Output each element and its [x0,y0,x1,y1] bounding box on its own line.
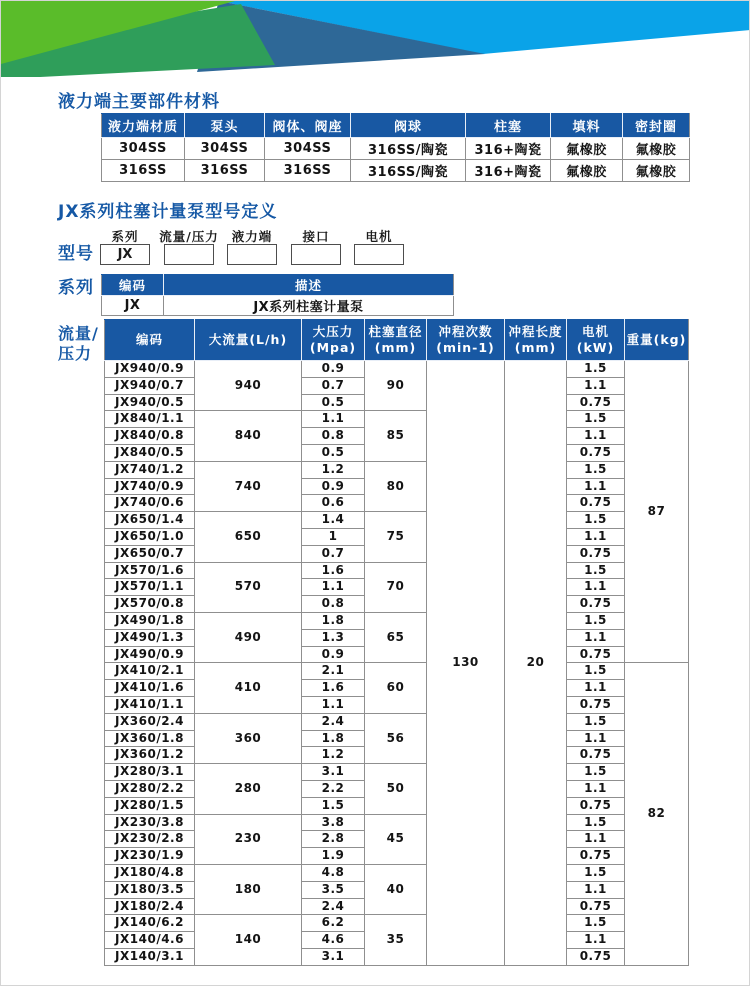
model-field-box [291,244,341,265]
pump-flow-cell: 410 [195,663,302,713]
pump-table-row [105,764,689,781]
pump-code-cell: JX840/1.1 [105,411,195,428]
pump-code-cell: JX490/0.9 [105,646,195,663]
materials-cell: 316SS [265,160,351,182]
pump-motor-cell: 0.75 [567,394,625,411]
pump-pressure-cell: 0.8 [302,428,365,445]
pump-code-cell: JX840/0.8 [105,428,195,445]
pump-header-stroke-length: 冲程长度 (mm) [505,320,567,361]
pump-stroke-rate-cell: 130 [427,361,505,966]
pump-motor-cell: 1.5 [567,814,625,831]
pump-plunger-cell: 40 [365,864,427,914]
pump-code-cell: JX410/2.1 [105,663,195,680]
pump-motor-cell: 1.5 [567,663,625,680]
pump-flow-cell: 230 [195,814,302,864]
materials-cell: 316SS [102,160,185,182]
series-header-cell: 描述 [164,275,454,296]
pump-pressure-cell: 1.1 [302,411,365,428]
pump-motor-cell: 0.75 [567,898,625,915]
series-row [102,296,454,316]
pump-pressure-cell: 0.7 [302,545,365,562]
pump-pressure-cell: 1.5 [302,797,365,814]
pump-pressure-cell: 1.1 [302,579,365,596]
pump-stroke-length-cell: 20 [505,361,567,966]
series-cell: JX系列柱塞计量泵 [164,296,454,316]
pump-table [104,319,689,966]
pump-flow-cell: 360 [195,713,302,763]
pump-pressure-cell: 2.4 [302,898,365,915]
pump-pressure-cell: 0.9 [302,646,365,663]
model-field-label: 电机 [365,229,393,244]
pump-code-cell: JX280/1.5 [105,797,195,814]
flow-pressure-label [58,324,99,364]
materials-header-row [102,114,690,138]
pump-pressure-cell: 1.1 [302,696,365,713]
pump-plunger-cell: 85 [365,411,427,461]
pump-motor-cell: 1.1 [567,881,625,898]
pump-code-cell: JX360/2.4 [105,713,195,730]
pump-flow-cell: 650 [195,512,302,562]
pump-code-cell: JX740/0.6 [105,495,195,512]
pump-motor-cell: 1.5 [567,461,625,478]
pump-table-row [105,814,689,831]
pump-code-cell: JX840/0.5 [105,444,195,461]
pump-pressure-cell: 3.8 [302,814,365,831]
materials-cell: 氟橡胶 [551,138,623,160]
series-row-label: 系列 [58,278,94,298]
pump-pressure-cell: 1.9 [302,848,365,865]
pump-header-max-flow: 大流量(L/h) [195,320,302,361]
materials-table [101,113,690,182]
pump-code-cell: JX280/3.1 [105,764,195,781]
pump-motor-cell: 0.75 [567,646,625,663]
pump-table-row [105,461,689,478]
pump-flow-cell: 940 [195,361,302,411]
pump-flow-cell: 740 [195,461,302,511]
pump-pressure-cell: 4.6 [302,932,365,949]
pump-plunger-cell: 56 [365,713,427,763]
pump-motor-cell: 0.75 [567,444,625,461]
pump-header-stroke-rate: 冲程次数 (min-1) [427,320,505,361]
materials-cell: 氟橡胶 [623,160,690,182]
pump-plunger-cell: 50 [365,764,427,814]
pump-code-cell: JX180/4.8 [105,864,195,881]
materials-header-cell: 阀球 [351,114,466,138]
pump-code-cell: JX230/1.9 [105,848,195,865]
pump-motor-cell: 0.75 [567,596,625,613]
pump-motor-cell: 0.75 [567,797,625,814]
materials-cell: 304SS [265,138,351,160]
materials-cell: 316+陶瓷 [466,160,551,182]
pump-plunger-cell: 75 [365,512,427,562]
materials-header-cell: 填料 [551,114,623,138]
flow-pressure-label-line1: 流量/ [58,324,99,343]
series-header-cell: 编码 [102,275,164,296]
pump-motor-cell: 1.5 [567,713,625,730]
pump-header-max-pressure: 大压力 (Mpa) [302,320,365,361]
pump-table-body [105,361,689,966]
pump-motor-cell: 1.1 [567,377,625,394]
header-banner-art [1,1,750,77]
pump-code-cell: JX940/0.9 [105,361,195,378]
materials-row [102,138,690,160]
pump-pressure-cell: 0.8 [302,596,365,613]
pump-code-cell: JX940/0.5 [105,394,195,411]
pump-motor-cell: 0.75 [567,696,625,713]
pump-code-cell: JX650/1.0 [105,528,195,545]
materials-cell: 316SS/陶瓷 [351,160,466,182]
model-field-label: 流量/压力 [159,229,219,244]
pump-code-cell: JX360/1.8 [105,730,195,747]
pump-code-cell: JX410/1.6 [105,680,195,697]
pump-code-cell: JX180/2.4 [105,898,195,915]
materials-cell: 316SS/陶瓷 [351,138,466,160]
materials-cell: 氟橡胶 [551,160,623,182]
pump-motor-cell: 0.75 [567,495,625,512]
pump-plunger-cell: 45 [365,814,427,864]
materials-header-cell: 阀体、阀座 [265,114,351,138]
pump-motor-cell: 1.1 [567,780,625,797]
pump-code-cell: JX140/4.6 [105,932,195,949]
pump-code-cell: JX570/0.8 [105,596,195,613]
pump-flow-cell: 180 [195,864,302,914]
materials-row [102,160,690,182]
pump-plunger-cell: 65 [365,612,427,662]
pump-table-row [105,864,689,881]
pump-weight-cell: 82 [625,663,689,965]
pump-pressure-cell: 3.5 [302,881,365,898]
pump-code-cell: JX490/1.8 [105,612,195,629]
pump-motor-cell: 1.5 [567,361,625,378]
pump-motor-cell: 1.5 [567,562,625,579]
pump-pressure-cell: 0.9 [302,478,365,495]
pump-pressure-cell: 1.6 [302,680,365,697]
pump-flow-cell: 840 [195,411,302,461]
series-cell: JX [102,296,164,316]
pump-motor-cell: 1.1 [567,478,625,495]
pump-pressure-cell: 1.2 [302,747,365,764]
pump-motor-cell: 0.75 [567,747,625,764]
materials-header-cell: 泵头 [185,114,265,138]
pump-pressure-cell: 4.8 [302,864,365,881]
pump-plunger-cell: 90 [365,361,427,411]
pump-pressure-cell: 2.4 [302,713,365,730]
pump-pressure-cell: 0.5 [302,444,365,461]
pump-motor-cell: 1.5 [567,915,625,932]
pump-motor-cell: 1.5 [567,512,625,529]
series-header-row [102,275,454,296]
pump-motor-cell: 1.1 [567,932,625,949]
pump-code-cell: JX140/3.1 [105,948,195,965]
pump-weight-cell: 87 [625,361,689,663]
pump-plunger-cell: 80 [365,461,427,511]
pump-header-code: 编码 [105,320,195,361]
pump-code-cell: JX740/1.2 [105,461,195,478]
pump-motor-cell: 1.5 [567,764,625,781]
pump-motor-cell: 1.1 [567,831,625,848]
model-field-label: 接口 [302,229,330,244]
materials-section-title: 液力端主要部件材料 [58,92,220,112]
pump-motor-cell: 1.5 [567,864,625,881]
pump-pressure-cell: 0.5 [302,394,365,411]
pump-motor-cell: 1.1 [567,629,625,646]
model-field-motor [340,227,418,265]
materials-header-cell: 柱塞 [466,114,551,138]
pump-code-cell: JX180/3.5 [105,881,195,898]
pump-header-weight: 重量(kg) [625,320,689,361]
pump-header-plunger-diameter: 柱塞直径 (mm) [365,320,427,361]
pump-pressure-cell: 1.6 [302,562,365,579]
model-section-title: JX系列柱塞计量泵型号定义 [58,202,278,222]
pump-code-cell: JX570/1.1 [105,579,195,596]
pump-pressure-cell: 1.3 [302,629,365,646]
pump-pressure-cell: 3.1 [302,764,365,781]
materials-header-cell: 液力端材质 [102,114,185,138]
pump-motor-cell: 1.1 [567,579,625,596]
materials-cell: 316SS [185,160,265,182]
pump-pressure-cell: 0.7 [302,377,365,394]
pump-code-cell: JX230/3.8 [105,814,195,831]
pump-plunger-cell: 70 [365,562,427,612]
pump-header-motor: 电机(kW) [567,320,625,361]
pump-flow-cell: 570 [195,562,302,612]
materials-header-cell: 密封圈 [623,114,690,138]
pump-motor-cell: 1.5 [567,612,625,629]
pump-table-row [105,361,689,378]
pump-pressure-cell: 6.2 [302,915,365,932]
pump-pressure-cell: 1.2 [302,461,365,478]
pump-code-cell: JX940/0.7 [105,377,195,394]
model-field-label: 系列 [111,229,139,244]
pump-table-row [105,512,689,529]
pump-code-cell: JX140/6.2 [105,915,195,932]
pump-pressure-cell: 3.1 [302,948,365,965]
pump-motor-cell: 0.75 [567,948,625,965]
pump-plunger-cell: 60 [365,663,427,713]
pump-code-cell: JX740/0.9 [105,478,195,495]
pump-code-cell: JX410/1.1 [105,696,195,713]
pump-code-cell: JX490/1.3 [105,629,195,646]
pump-code-cell: JX230/2.8 [105,831,195,848]
pump-motor-cell: 1.1 [567,528,625,545]
pump-flow-cell: 140 [195,915,302,965]
pump-flow-cell: 280 [195,764,302,814]
model-field-box: JX [100,244,150,265]
pump-motor-cell: 1.1 [567,730,625,747]
pump-table-row [105,612,689,629]
pump-pressure-cell: 2.8 [302,831,365,848]
pump-pressure-cell: 2.2 [302,780,365,797]
model-field-label: 液力端 [231,229,273,244]
pump-table-row [105,562,689,579]
pump-pressure-cell: 1.8 [302,612,365,629]
pump-pressure-cell: 1 [302,528,365,545]
pump-motor-cell: 0.75 [567,545,625,562]
materials-cell: 304SS [185,138,265,160]
materials-cell: 316+陶瓷 [466,138,551,160]
pump-pressure-cell: 2.1 [302,663,365,680]
model-field-box [354,244,404,265]
pump-code-cell: JX650/0.7 [105,545,195,562]
pump-header-row [105,320,689,361]
model-field-box [227,244,277,265]
series-table [101,274,454,316]
materials-cell: 304SS [102,138,185,160]
pump-motor-cell: 1.5 [567,411,625,428]
pump-table-row [105,713,689,730]
pump-motor-cell: 1.1 [567,680,625,697]
pump-pressure-cell: 0.9 [302,361,365,378]
pump-motor-cell: 0.75 [567,848,625,865]
pump-plunger-cell: 35 [365,915,427,965]
pump-motor-cell: 1.1 [567,428,625,445]
pump-code-cell: JX650/1.4 [105,512,195,529]
pump-code-cell: JX570/1.6 [105,562,195,579]
model-field-box [164,244,214,265]
pump-code-cell: JX280/2.2 [105,780,195,797]
model-row-label: 型号 [58,244,94,264]
pump-table-row [105,915,689,932]
pump-flow-cell: 490 [195,612,302,662]
materials-cell: 氟橡胶 [623,138,690,160]
pump-table-row [105,411,689,428]
pump-pressure-cell: 1.8 [302,730,365,747]
pump-pressure-cell: 0.6 [302,495,365,512]
pump-pressure-cell: 1.4 [302,512,365,529]
flow-pressure-label-line2: 压力 [58,344,93,363]
pump-code-cell: JX360/1.2 [105,747,195,764]
pump-table-row [105,663,689,680]
